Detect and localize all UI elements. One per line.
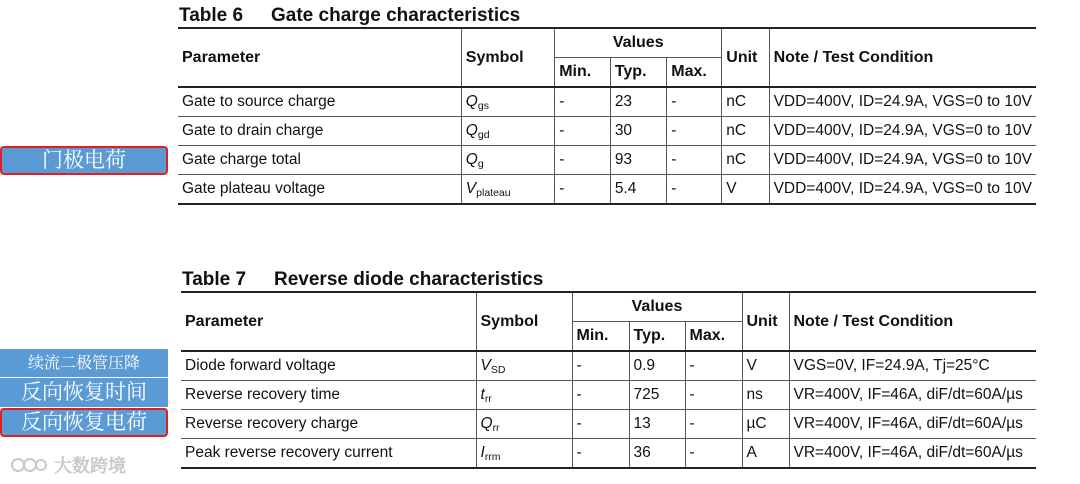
symbol-subscript: rrm	[484, 450, 501, 463]
table7-header-min: Min.	[572, 322, 629, 352]
note-cell: VDD=400V, ID=24.9A, VGS=0 to 10V	[769, 117, 1036, 146]
max-cell: -	[667, 87, 722, 117]
parameter-cell: Peak reverse recovery current	[181, 439, 476, 469]
table-row	[178, 146, 1036, 175]
max-cell: -	[685, 410, 742, 439]
unit-cell: nC	[722, 87, 769, 117]
min-cell: -	[555, 117, 611, 146]
symbol-main: Q	[465, 150, 478, 168]
typ-cell: 23	[610, 87, 666, 117]
table-row	[178, 117, 1036, 146]
parameter-cell: Gate plateau voltage	[178, 175, 461, 205]
typ-cell: 36	[629, 439, 685, 469]
unit-cell: A	[742, 439, 789, 469]
table7-header-symbol: Symbol	[476, 292, 572, 351]
parameter-cell: Reverse recovery time	[181, 381, 476, 410]
table6-header-symbol: Symbol	[461, 28, 554, 87]
typ-cell: 93	[610, 146, 666, 175]
table7	[181, 291, 1036, 469]
symbol-cell	[461, 87, 554, 117]
table6-header-max: Max.	[667, 58, 722, 88]
typ-cell: 725	[629, 381, 685, 410]
typ-cell: 30	[610, 117, 666, 146]
symbol-subscript: gd	[477, 128, 490, 141]
table-row	[181, 351, 1036, 381]
unit-cell: nC	[722, 146, 769, 175]
note-cell: VR=400V, IF=46A, diF/dt=60A/µs	[789, 381, 1036, 410]
unit-cell: ns	[742, 381, 789, 410]
min-cell: -	[572, 439, 629, 469]
symbol-main: Q	[480, 414, 493, 432]
table-row	[178, 175, 1036, 205]
table-row	[181, 410, 1036, 439]
unit-cell: µC	[742, 410, 789, 439]
symbol-subscript: rr	[484, 392, 492, 405]
symbol-subscript: g	[477, 157, 484, 170]
min-cell: -	[555, 175, 611, 205]
watermark-logo-icon	[10, 455, 48, 475]
table-row	[178, 87, 1036, 117]
table7-header-typ: Typ.	[629, 322, 685, 352]
symbol-cell	[476, 439, 572, 469]
label-recovery-time: 反向恢复时间	[0, 378, 168, 407]
unit-cell: V	[722, 175, 769, 205]
table-row	[181, 381, 1036, 410]
unit-cell: nC	[722, 117, 769, 146]
max-cell: -	[685, 381, 742, 410]
min-cell: -	[572, 351, 629, 381]
table6	[178, 27, 1036, 205]
symbol-cell	[461, 175, 554, 205]
symbol-subscript: rr	[492, 421, 500, 434]
parameter-cell: Diode forward voltage	[181, 351, 476, 381]
watermark-text: 大数跨境	[54, 456, 126, 477]
symbol-subscript: plateau	[476, 186, 511, 199]
table7-header-parameter: Parameter	[181, 292, 476, 351]
note-cell: VDD=400V, ID=24.9A, VGS=0 to 10V	[769, 175, 1036, 205]
table7-header-unit: Unit	[742, 292, 789, 351]
note-cell: VDD=400V, ID=24.9A, VGS=0 to 10V	[769, 146, 1036, 175]
watermark	[10, 452, 126, 478]
symbol-cell	[476, 410, 572, 439]
parameter-cell: Gate to source charge	[178, 87, 461, 117]
symbol-main: Q	[465, 121, 478, 139]
table6-header-values: Values	[555, 28, 722, 58]
table7-header-values: Values	[572, 292, 742, 322]
label-recovery-charge: 反向恢复电荷	[0, 408, 168, 437]
table7-name: Reverse diode characteristics	[274, 269, 544, 290]
table6-number: Table 6	[179, 5, 244, 26]
table6-header-typ: Typ.	[610, 58, 666, 88]
max-cell: -	[667, 175, 722, 205]
parameter-cell: Reverse recovery charge	[181, 410, 476, 439]
symbol-cell	[476, 381, 572, 410]
note-cell: VR=400V, IF=46A, diF/dt=60A/µs	[789, 410, 1036, 439]
parameter-cell: Gate to drain charge	[178, 117, 461, 146]
typ-cell: 13	[629, 410, 685, 439]
typ-cell: 0.9	[629, 351, 685, 381]
max-cell: -	[685, 351, 742, 381]
table6-title	[179, 5, 520, 27]
table6-header-unit: Unit	[722, 28, 769, 87]
parameter-cell: Gate charge total	[178, 146, 461, 175]
min-cell: -	[572, 410, 629, 439]
symbol-cell	[476, 351, 572, 381]
symbol-subscript: gs	[477, 99, 489, 112]
max-cell: -	[667, 146, 722, 175]
table6-name: Gate charge characteristics	[271, 5, 521, 26]
label-diode-drop: 续流二极管压降	[0, 349, 168, 377]
symbol-main: V	[480, 356, 491, 374]
unit-cell: V	[742, 351, 789, 381]
symbol-main: V	[465, 179, 477, 197]
table7-header-max: Max.	[685, 322, 742, 352]
symbol-main: t	[480, 385, 485, 403]
min-cell: -	[555, 87, 611, 117]
note-cell: VDD=400V, ID=24.9A, VGS=0 to 10V	[769, 87, 1036, 117]
note-cell: VR=400V, IF=46A, diF/dt=60A/µs	[789, 439, 1036, 469]
typ-cell: 5.4	[610, 175, 666, 205]
symbol-main: I	[480, 443, 485, 461]
min-cell: -	[572, 381, 629, 410]
table6-header-note: Note / Test Condition	[769, 28, 1036, 87]
note-cell: VGS=0V, IF=24.9A, Tj=25°C	[789, 351, 1036, 381]
table6-header-min: Min.	[555, 58, 611, 88]
symbol-cell	[461, 146, 554, 175]
label-gate-charge: 门极电荷	[0, 146, 168, 175]
symbol-cell	[461, 117, 554, 146]
symbol-main: Q	[465, 92, 478, 110]
max-cell: -	[667, 117, 722, 146]
symbol-subscript: SD	[490, 363, 506, 376]
table6-header-parameter: Parameter	[178, 28, 461, 87]
min-cell: -	[555, 146, 611, 175]
table7-number: Table 7	[182, 269, 247, 290]
table7-header-note: Note / Test Condition	[789, 292, 1036, 351]
table7-title	[182, 269, 543, 291]
table-row	[181, 439, 1036, 469]
max-cell: -	[685, 439, 742, 469]
